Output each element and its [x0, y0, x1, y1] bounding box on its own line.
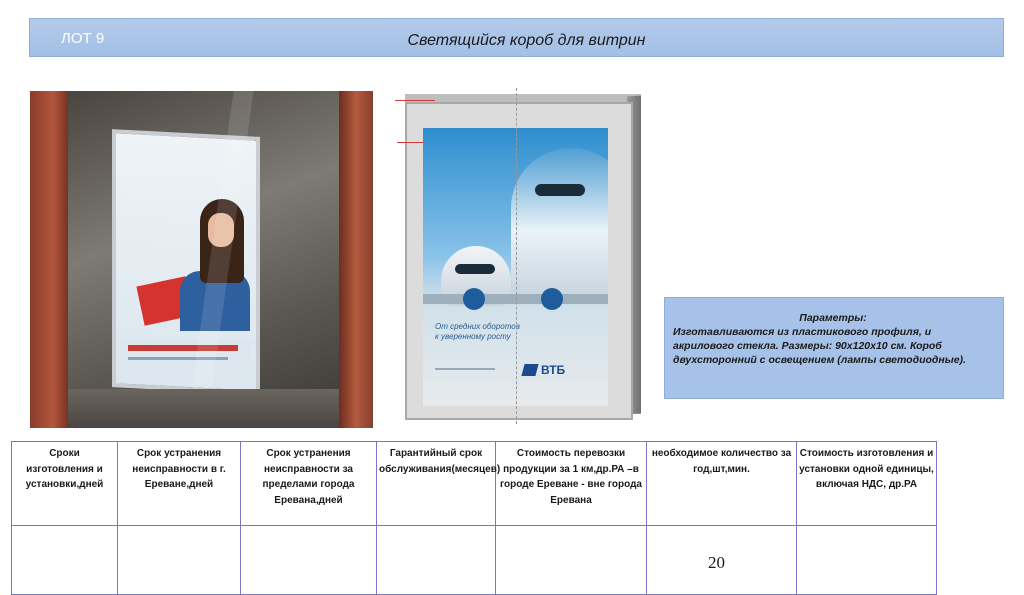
- light-box-drawing: [395, 88, 650, 426]
- dimension-arrow-top: [395, 100, 435, 101]
- table-row: [12, 526, 937, 595]
- parameters-title: Параметры:: [799, 312, 867, 324]
- header-bar: [29, 18, 1004, 57]
- header-cell: Сроки изготовления и установки,дней: [12, 442, 118, 526]
- window-ledge: [68, 389, 339, 428]
- poster-fine-print: [435, 368, 495, 394]
- page-number: 20: [708, 553, 725, 572]
- specs-table: [11, 441, 937, 595]
- table-cell: [12, 526, 118, 595]
- brick-wall-right: [339, 91, 373, 428]
- header-cell: необходимое количество за год,шт,мин.: [647, 442, 797, 526]
- engine-icon: [463, 288, 485, 310]
- header-cell: Стоимость перевозки продукции за 1 км,др.РА –в городе Ереване - вне города Еревана: [496, 442, 647, 526]
- table-cell: [496, 526, 647, 595]
- header-cell: Гарантийный срок обслуживания(месяцев): [377, 442, 496, 526]
- header-cell: Срок устранения неисправности за пределами города Еревана,дней: [241, 442, 377, 526]
- table-cell: [377, 526, 496, 595]
- airplane-small-cockpit: [455, 264, 495, 274]
- airplane-large: [511, 148, 608, 298]
- showcase-photo: [30, 91, 373, 428]
- table-cell: [118, 526, 241, 595]
- parameters-box: [664, 297, 1004, 399]
- poster-slogan: [435, 322, 555, 342]
- engine-icon: [541, 288, 563, 310]
- vtb-logo-text: ВТБ: [541, 363, 566, 377]
- vtb-logo-icon: [521, 364, 538, 376]
- header-cell: Срок устранения неисправности в г. Ереване,дней: [118, 442, 241, 526]
- center-line: [516, 88, 517, 424]
- lot-label: ЛОТ 9: [61, 30, 105, 47]
- poster-slogan-line1: От средних оборотов: [435, 322, 520, 331]
- parameters-text: Изготавливаются из пластикового профиля, и акрилового стекла. Размеры: 90x120x10 см. Короб двухсторонний с освещением (лампы светодиодные).: [673, 326, 966, 366]
- poster-slogan-line2: к уверенному росту: [435, 332, 511, 341]
- table-cell: [797, 526, 937, 595]
- table-cell: [241, 526, 377, 595]
- page-title: Светящийся короб для витрин: [407, 32, 646, 49]
- table-header-row: [12, 442, 937, 526]
- header-cell: Стоимость изготовления и установки одной единицы, включая НДС, др.РА: [797, 442, 937, 526]
- brick-wall-left: [30, 91, 68, 428]
- airplane-large-cockpit: [535, 184, 585, 196]
- poster-banner-red: [128, 345, 238, 351]
